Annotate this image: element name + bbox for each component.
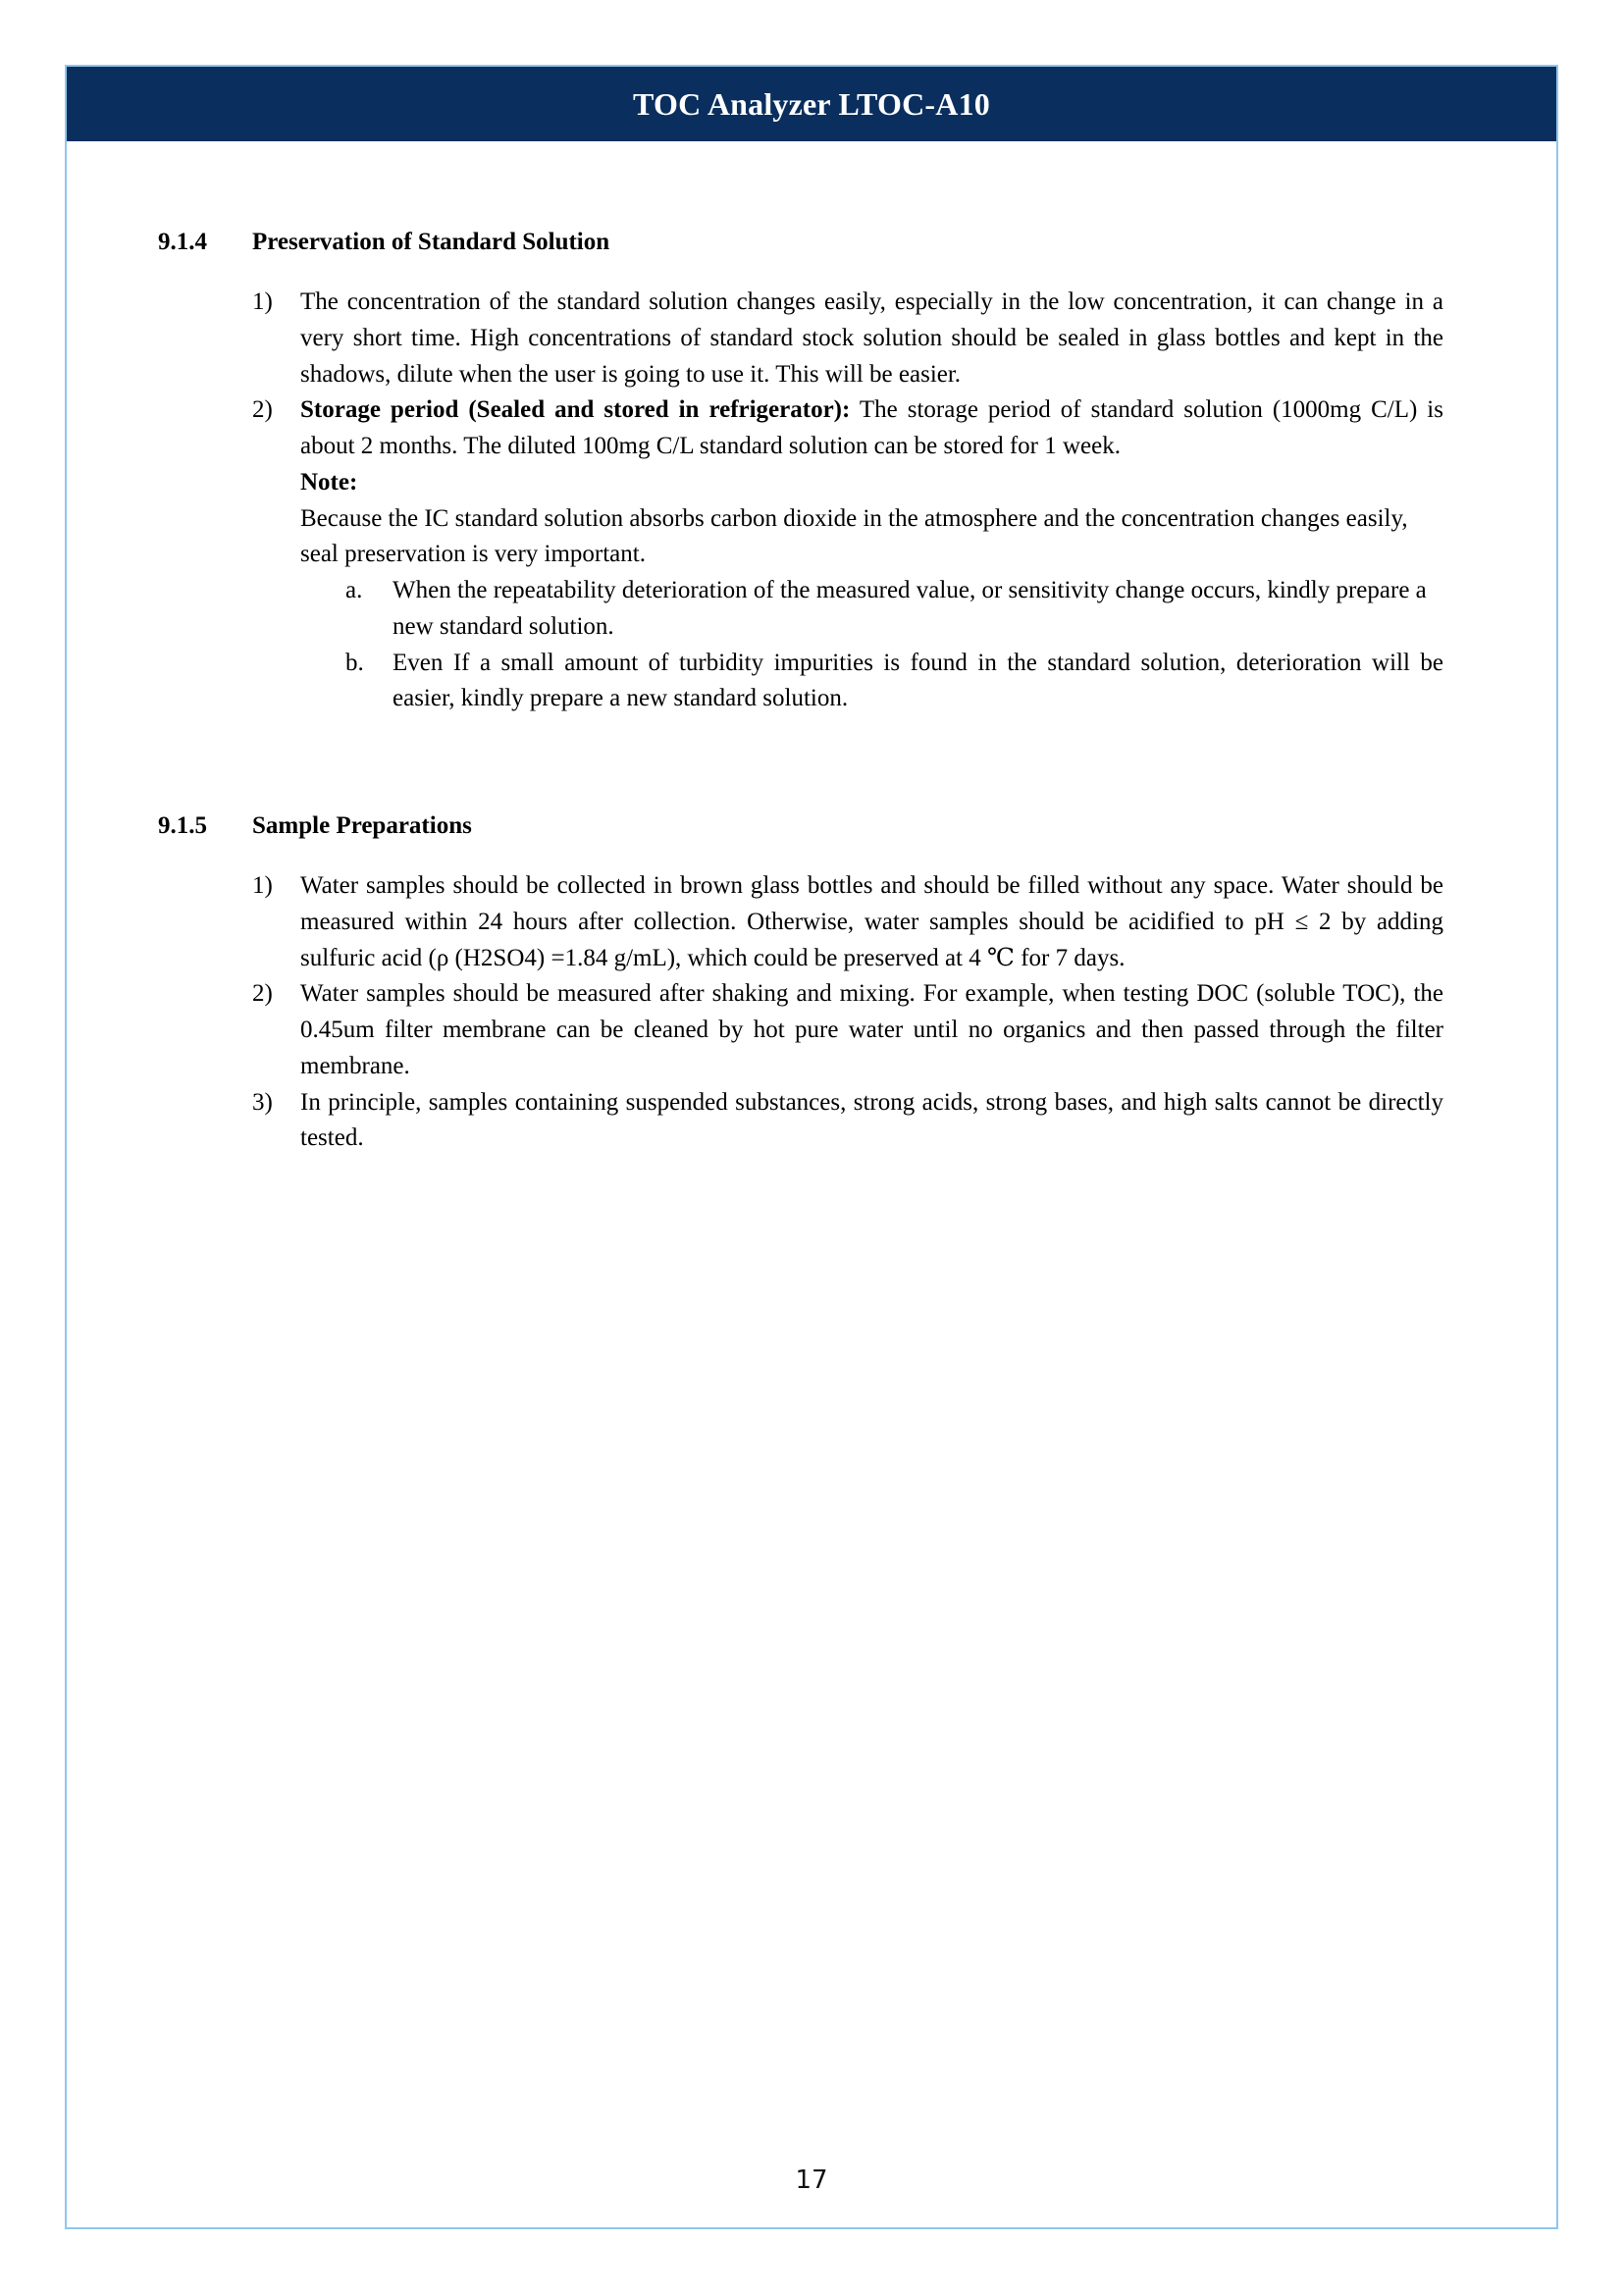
page-frame: [65, 65, 1558, 2229]
note-label: Note:: [300, 468, 358, 496]
list-9-1-4: [252, 285, 1443, 717]
list-item: [252, 976, 1443, 1084]
list-item-text: The concentration of the standard solution changes easily, especially in the low concentration, it can change in a very short time. High concentrations of standard stock solution should be sealed in glass bottles and kept in the shadows, dilute when the user is going to use it. This will be easier.: [300, 288, 1443, 388]
document-header: [67, 67, 1556, 141]
list-item-text: Water samples should be collected in brown glass bottles and should be filled without any space. Water should be measured within 24 hours after collection. Otherwise, water samples should be acidified to pH ≤ 2 by adding sulfuric acid (ρ (H2SO4) =1.84 g/mL), which could be preserved at 4 ℃ for 7 days.: [300, 872, 1443, 971]
list-marker: 2): [252, 980, 273, 1008]
list-item-body: [300, 392, 1443, 717]
sub-list-item: [345, 646, 1443, 718]
sub-list: [345, 573, 1443, 717]
sub-list-item: [345, 573, 1443, 646]
section-number: 9.1.5: [158, 812, 207, 839]
list-marker: 3): [252, 1088, 273, 1116]
list-9-1-5: [252, 868, 1443, 1157]
list-marker: 1): [252, 872, 273, 899]
sub-list-marker: a.: [345, 577, 363, 603]
list-item: [252, 868, 1443, 976]
sub-list-marker: b.: [345, 649, 364, 676]
list-item: [252, 1085, 1443, 1158]
section-number: 9.1.4: [158, 229, 207, 255]
list-item-text: The storage period of standard solution (1000mg C/L) is about 2 months. The diluted 100mg C/L standard solution can be stored for 1 week.: [300, 396, 1443, 459]
list-marker: 1): [252, 288, 273, 315]
note-text: Because the IC standard solution absorbs carbon dioxide in the atmosphere and the concentration changes easily, seal preservation is very important.: [300, 504, 1408, 568]
page-number: 17: [795, 2165, 828, 2195]
sub-list-item-text: When the repeatability deterioration of the measured value, or sensitivity change occurs, kindly prepare a new standard solution.: [393, 577, 1427, 640]
list-item: [252, 392, 1443, 717]
sub-list-item-text: Even If a small amount of turbidity impurities is found in the standard solution, deterioration will be easier, kindly prepare a new standard solution.: [393, 649, 1443, 712]
list-item: [252, 285, 1443, 392]
list-item-text: Water samples should be measured after shaking and mixing. For example, when testing DOC (soluble TOC), the 0.45um filter membrane can be cleaned by hot pure water until no organics and then passed through the filter membrane.: [300, 980, 1443, 1079]
body-column: [158, 228, 1443, 1157]
section-title: Sample Preparations: [252, 812, 472, 839]
list-marker: 2): [252, 396, 273, 424]
list-item-text: In principle, samples containing suspended substances, strong acids, strong bases, and high salts cannot be directly tested.: [300, 1088, 1443, 1152]
page-content: [67, 141, 1556, 2195]
list-item-bold-lead: Storage period (Sealed and stored in refrigerator):: [300, 396, 851, 424]
section-title: Preservation of Standard Solution: [252, 229, 610, 255]
page-title: TOC Analyzer LTOC-A10: [633, 85, 990, 122]
section-heading-9-1-5: [158, 811, 1443, 841]
section-heading-9-1-4: [158, 228, 1443, 257]
